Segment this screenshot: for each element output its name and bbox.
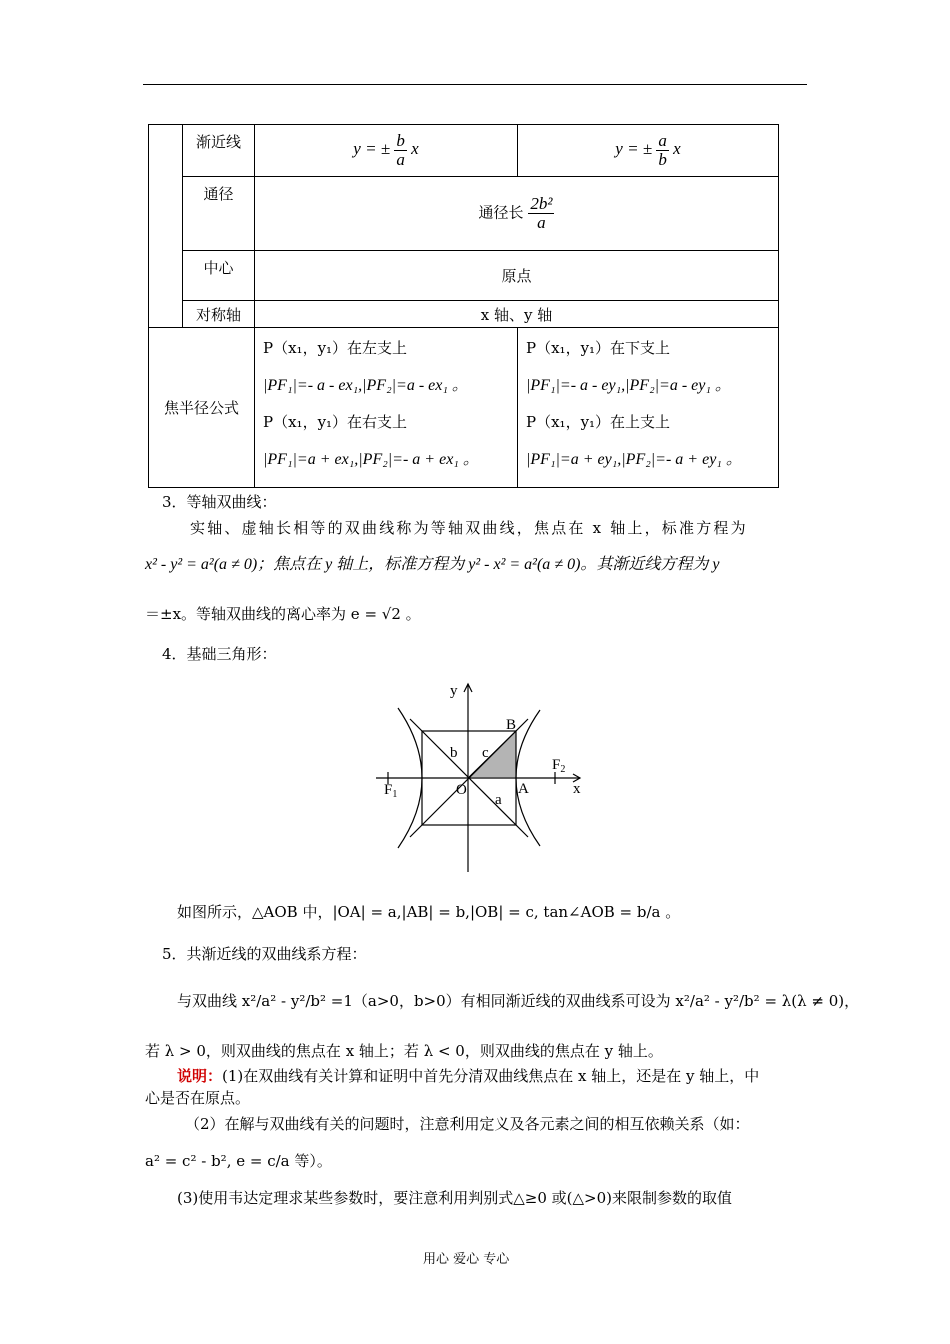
section5-heading: 5．共渐近线的双曲线系方程： <box>162 945 367 963</box>
focal-right-top-formula: |PF₁|=- a - ey₁,|PF₂|=a - ey₁ 。 <box>526 377 731 394</box>
latus-label: 通径 <box>183 177 255 251</box>
focal-left-top: P（x₁，y₁）在左支上 <box>263 339 408 357</box>
focal-left-bottom-formula: |PF₁|=a + ex₁,|PF₂|=- a + ex₁ 。 <box>263 451 479 468</box>
label-b-side: b <box>450 745 458 761</box>
asymptote-label: 渐近线 <box>183 125 255 177</box>
focal-label: 焦半径公式 <box>149 328 255 488</box>
label-b-point: B <box>506 717 517 733</box>
asymptote-formula-x-text: y = ± $\frac{b}{a}$ x <box>353 131 419 169</box>
notes-line1 <box>177 1065 759 1086</box>
focal-left-branches <box>255 328 518 488</box>
focal-right-top: P（x₁，y₁）在下支上 <box>526 339 671 357</box>
latus-text: 通径长 <box>478 203 524 222</box>
section5-line1: 与双曲线 x²/a² - y²/b² =1（a>0，b>0）有相同渐近线的双曲线系可设为 x²/a² - y²/b² = λ(λ ≠ 0)， <box>177 992 860 1010</box>
section3-heading: 3．等轴双曲线： <box>162 493 277 511</box>
page-footer: 用心 爱心 专心 <box>423 1252 510 1267</box>
hyperbola-properties-table <box>148 124 779 488</box>
basic-triangle-figure <box>370 676 600 876</box>
notes-label: 说明： <box>177 1067 223 1085</box>
focal-left-top-formula: |PF₁|=- a - ex₁,|PF₂|=a - ex₁ 。 <box>263 377 468 394</box>
label-f1: $F_1$ <box>384 782 398 800</box>
section4-heading: 4．基础三角形： <box>162 645 277 663</box>
asymptote-formula-y <box>518 125 779 177</box>
latus-fraction: $\frac{\text{2b²}}{a}$ <box>530 194 553 232</box>
label-c-side: c <box>482 745 489 761</box>
section4-caption: 如图所示，△AOB 中，|OA| = a,|AB| = b,|OB| = c, tan∠AOB = b/a 。 <box>177 903 681 921</box>
blank-cell <box>149 125 183 328</box>
section5-line2: 若 λ > 0，则双曲线的焦点在 x 轴上；若 λ < 0，则双曲线的焦点在 y 轴上。 <box>145 1042 663 1060</box>
symmetry-value: x 轴、y 轴 <box>255 301 779 328</box>
focal-right-bottom-formula: |PF₁|=a + ey₁,|PF₂|=- a + ey₁ 。 <box>526 451 742 468</box>
label-f2: $F_2$ <box>552 757 566 775</box>
label-a-point: A <box>518 781 529 797</box>
notes-n2b: a² = c² - b², e = c/a 等）。 <box>145 1152 332 1170</box>
focal-right-bottom: P（x₁，y₁）在上支上 <box>526 413 671 431</box>
label-x: x <box>573 781 581 797</box>
center-value: 原点 <box>255 251 779 301</box>
label-o: O <box>456 782 467 798</box>
center-label: 中心 <box>183 251 255 301</box>
asymptote-formula-x <box>255 125 518 177</box>
notes-n1b: 心是否在原点。 <box>145 1089 251 1107</box>
label-y: y <box>450 683 458 699</box>
symmetry-label: 对称轴 <box>183 301 255 328</box>
focal-right-branches <box>518 328 779 488</box>
section3-line3: ＝±x。等轴双曲线的离心率为 e = √2 。 <box>145 605 421 623</box>
label-a-side: a <box>495 792 502 808</box>
asymptote-formula-y-text: y = ± $\frac{a}{b}$ x <box>615 131 681 169</box>
notes-n3: (3)使用韦达定理求某些参数时，要注意利用判别式△≥0 或(△>0)来限制参数的取值 <box>177 1189 733 1207</box>
latus-value <box>255 177 779 251</box>
header-rule <box>143 84 807 85</box>
focal-left-bottom: P（x₁，y₁）在右支上 <box>263 413 408 431</box>
section3-line2: x² - y² = a²(a ≠ 0)；焦点在 y 轴上，标准方程为 y² - x² = a²(a ≠ 0)。其渐近线方程为 y <box>145 556 720 573</box>
notes-n1a: (1)在双曲线有关计算和证明中首先分清双曲线焦点在 x 轴上，还是在 y 轴上，中 <box>222 1067 760 1085</box>
notes-n2a: （2）在解与双曲线有关的问题时，注意利用定义及各元素之间的相互依赖关系（如： <box>185 1115 750 1133</box>
section3-line1: 实轴、虚轴长相等的双曲线称为等轴双曲线，焦点在 x 轴上，标准方程为 <box>190 519 748 537</box>
